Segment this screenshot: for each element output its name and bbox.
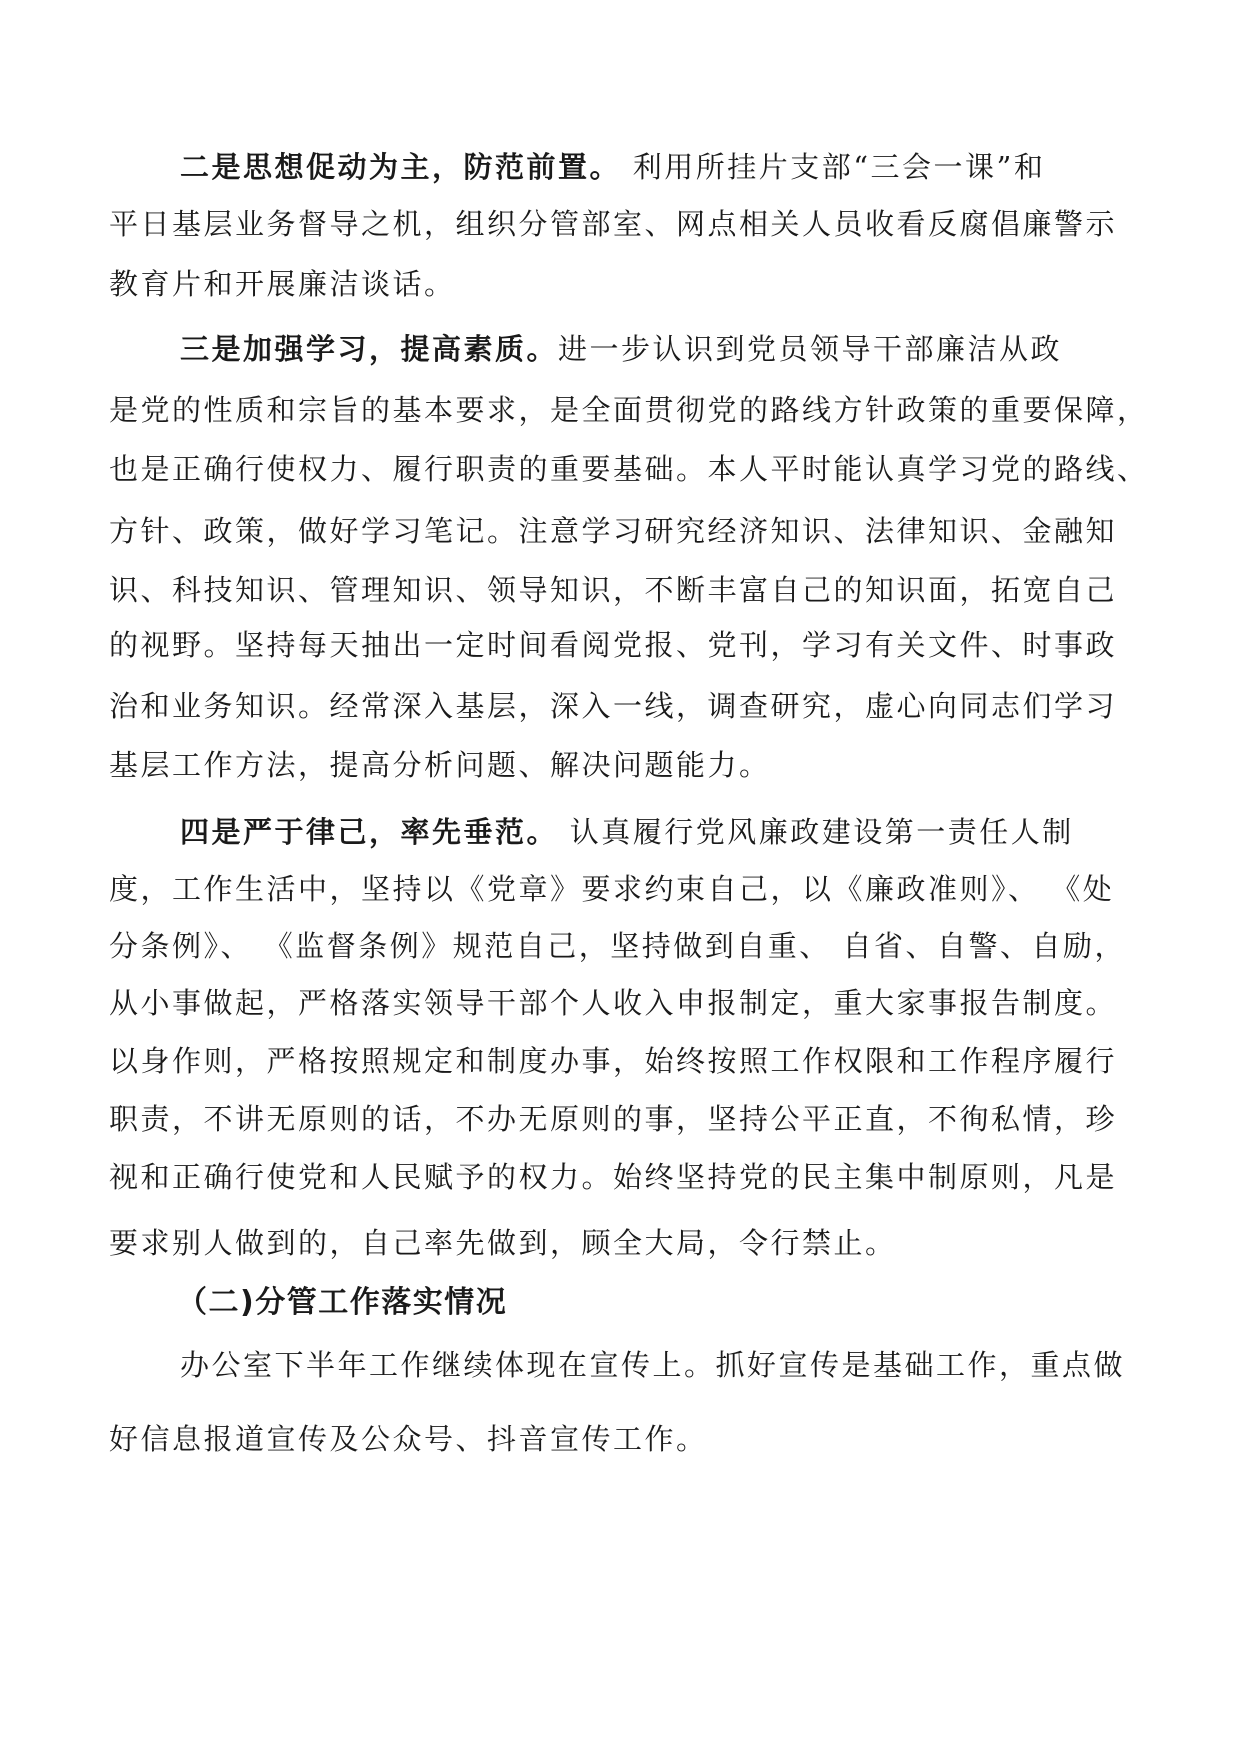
paragraph-3-line-1 bbox=[180, 812, 1074, 852]
paragraph-1-lead: 二是思想促动为主，防范前置。 bbox=[180, 150, 622, 184]
paragraph-3-line-4: 从小事做起，严格落实领导干部个人收入申报制定，重大家事报告制度。 bbox=[109, 986, 1118, 1020]
paragraph-3-lead: 四是严于律己，率先垂范。 bbox=[180, 815, 559, 849]
paragraph-2-line-4: 方针、政策，做好学习笔记。注意学习研究经济知识、法律知识、金融知 bbox=[109, 514, 1118, 548]
paragraph-2-lead: 三是加强学习，提高素质。 bbox=[180, 332, 559, 366]
paragraph-2-line-6: 的视野。坚持每天抽出一定时间看阅党报、党刊，学习有关文件、时事政 bbox=[109, 628, 1118, 662]
paragraph-3-line-8: 要求别人做到的，自己率先做到，顾全大局，令行禁止。 bbox=[109, 1226, 897, 1260]
paragraph-2-line-1 bbox=[180, 329, 1062, 369]
paragraph-3-line-2: 度，工作生活中，坚持以《党章》要求约束自己，以《廉政准则》、 《处 bbox=[109, 872, 1115, 906]
paragraph-2-line-2: 是党的性质和宗旨的基本要求，是全面贯彻党的路线方针政策的重要保障， bbox=[109, 393, 1149, 427]
paragraph-3-line-3: 分条例》、 《监督条例》规范自己，坚持做到自重、 自省、自警、自励， bbox=[109, 929, 1126, 963]
closing-line-1: 办公室下半年工作继续体现在宣传上。抓好宣传是基础工作，重点做 bbox=[180, 1348, 1126, 1382]
paragraph-3-line-7: 视和正确行使党和人民赋予的权力。始终坚持党的民主集中制原则，凡是 bbox=[109, 1160, 1118, 1194]
paragraph-2-line-3: 也是正确行使权力、履行职责的重要基础。本人平时能认真学习党的路线、 bbox=[109, 452, 1149, 486]
paragraph-1-line-1 bbox=[180, 147, 1045, 187]
closing-line-2: 好信息报道宣传及公众号、抖音宣传工作。 bbox=[109, 1422, 708, 1456]
paragraph-2-text: 进一步认识到党员领导干部廉洁从政 bbox=[558, 332, 1063, 366]
paragraph-1-line-2: 平日基层业务督导之机，组织分管部室、网点相关人员收看反腐倡廉警示 bbox=[109, 207, 1118, 241]
paragraph-3-text: 认真履行党风廉政建设第一责任人制 bbox=[558, 815, 1074, 849]
paragraph-3-line-6: 职责，不讲无原则的话，不办无原则的事，坚持公平正直，不徇私情，珍 bbox=[109, 1102, 1118, 1136]
paragraph-2-line-8: 基层工作方法，提高分析问题、解决问题能力。 bbox=[109, 748, 771, 782]
paragraph-2-line-5: 识、科技知识、管理知识、领导知识，不断丰富自己的知识面，拓宽自己 bbox=[109, 573, 1118, 607]
paragraph-1-text: 利用所挂片支部“三会一课”和 bbox=[621, 150, 1046, 184]
section-heading: （二)分管工作落实情况 bbox=[177, 1285, 508, 1320]
paragraph-3-line-5: 以身作则，严格按照规定和制度办事，始终按照工作权限和工作程序履行 bbox=[109, 1044, 1118, 1078]
paragraph-1-line-3: 教育片和开展廉洁谈话。 bbox=[109, 267, 456, 301]
paragraph-2-line-7: 治和业务知识。经常深入基层，深入一线，调查研究，虚心向同志们学习 bbox=[109, 689, 1118, 723]
